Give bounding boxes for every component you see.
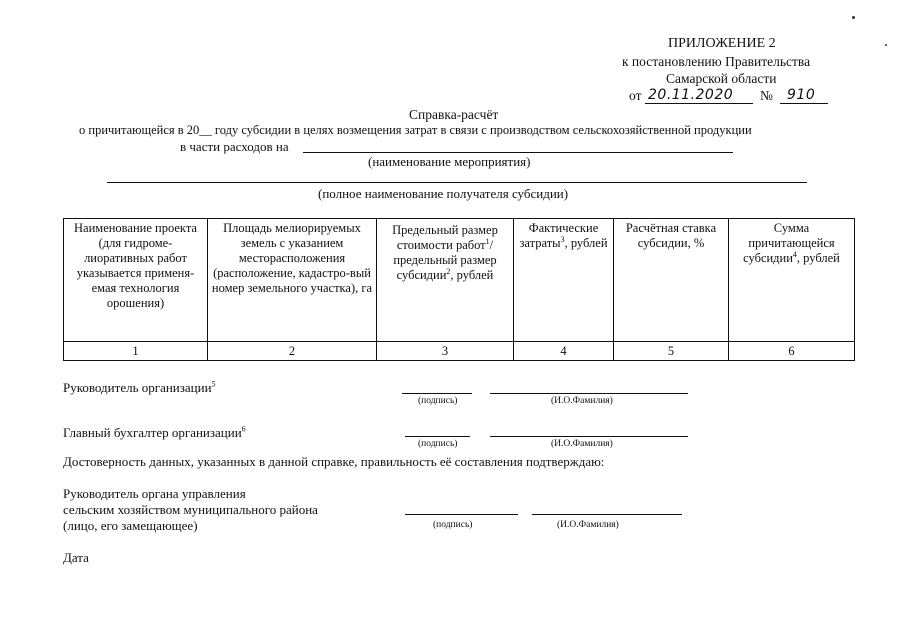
column-number-row [64,342,855,361]
title-line-1: о причитающейся в 20__ году субсидии в целях возмещения затрат в связи с производством сельскохозяйственной продукции [79,123,752,137]
scan-speck [885,44,887,46]
decree-date: 20.11.2020 [648,87,734,103]
column-number: 3 [377,342,514,361]
column-header-text: Сумма причитающейся субсидии [743,221,835,265]
table-header-row [64,219,855,342]
column-header-text: Фактические затраты [519,221,599,250]
column-header-text: /предельный размер субсидии [393,238,497,282]
column-header-text: Наименование проекта (для гидроме-лиоративных работ указывается применя-емая технология орошения) [74,221,197,310]
document-title: Справка-расчёт [409,107,499,122]
footnote-marker: 4 [792,249,797,259]
column-number: 5 [614,342,729,361]
date-label: Дата [63,550,89,565]
recipient-caption: (полное наименование получателя субсидии) [318,186,569,201]
column-number: 1 [64,342,208,361]
column-header-cost-limit [377,219,514,342]
column-header-text: , рублей [796,251,840,265]
head-org-text: Руководитель организации [63,380,212,395]
decree-number-line [780,103,828,104]
footnote-marker: 1 [485,236,490,246]
authority-line-2: сельским хозяйством муниципального района [63,502,318,517]
head-org-label [63,380,216,396]
head-org-name-line [490,393,688,394]
chief-accountant-name-caption: (И.О.Фамилия) [551,439,613,449]
authority-line-1: Руководитель органа управления [63,486,246,501]
head-org-signature-caption: (подпись) [418,396,458,406]
chief-accountant-signature-line [405,436,470,437]
column-header-actual-costs [514,219,614,342]
column-number: 4 [514,342,614,361]
chief-accountant-text: Главный бухгалтер организации [63,425,242,440]
decree-from-label: от [629,88,642,103]
appendix-title: ПРИЛОЖЕНИЕ 2 [668,36,776,51]
authority-name-caption: (И.О.Фамилия) [557,520,619,530]
event-fill-line [303,152,733,153]
column-header-area [208,219,377,342]
column-number: 6 [729,342,855,361]
subsidy-table [63,218,855,361]
column-header-text: Расчётная ставка субсидии, % [625,221,717,250]
footnote-marker: 2 [446,266,451,276]
recipient-fill-line [107,182,807,183]
authority-signature-caption: (подпись) [433,520,473,530]
title-line-2: в части расходов на [180,139,289,154]
authority-name-line [532,514,682,515]
decree-number: 910 [787,87,816,103]
column-header-text: Площадь мелиорируемых земель с указанием месторасположения (расположение, кадастро-вый номер земельного участка), га [211,221,373,295]
authority-line-3: (лицо, его замещающее) [63,518,198,533]
footnote-marker: 3 [560,234,565,244]
column-header-text: Предельный размер стоимости работ [392,223,498,252]
decree-number-label: № [760,88,773,103]
head-org-name-caption: (И.О.Фамилия) [551,396,613,406]
appendix-line-1: к постановлению Правительства [622,54,811,69]
decree-date-line [645,103,753,104]
column-header-project [64,219,208,342]
column-header-amount [729,219,855,342]
authority-signature-line [405,514,518,515]
chief-accountant-label [63,425,246,441]
column-header-text: , рублей [450,268,494,282]
column-header-rate [614,219,729,342]
chief-accountant-name-line [490,436,688,437]
head-org-signature-line [402,393,472,394]
footnote-marker: 5 [211,379,216,389]
footnote-marker: 6 [241,424,246,434]
scan-speck [852,16,855,19]
appendix-line-2: Самарской области [666,71,777,86]
column-header-text: , рублей [564,236,608,250]
column-number: 2 [208,342,377,361]
confirmation-text: Достоверность данных, указанных в данной справке, правильность её составления подтверждаю: [63,454,605,469]
chief-accountant-signature-caption: (подпись) [418,439,458,449]
event-caption: (наименование мероприятия) [368,154,531,169]
